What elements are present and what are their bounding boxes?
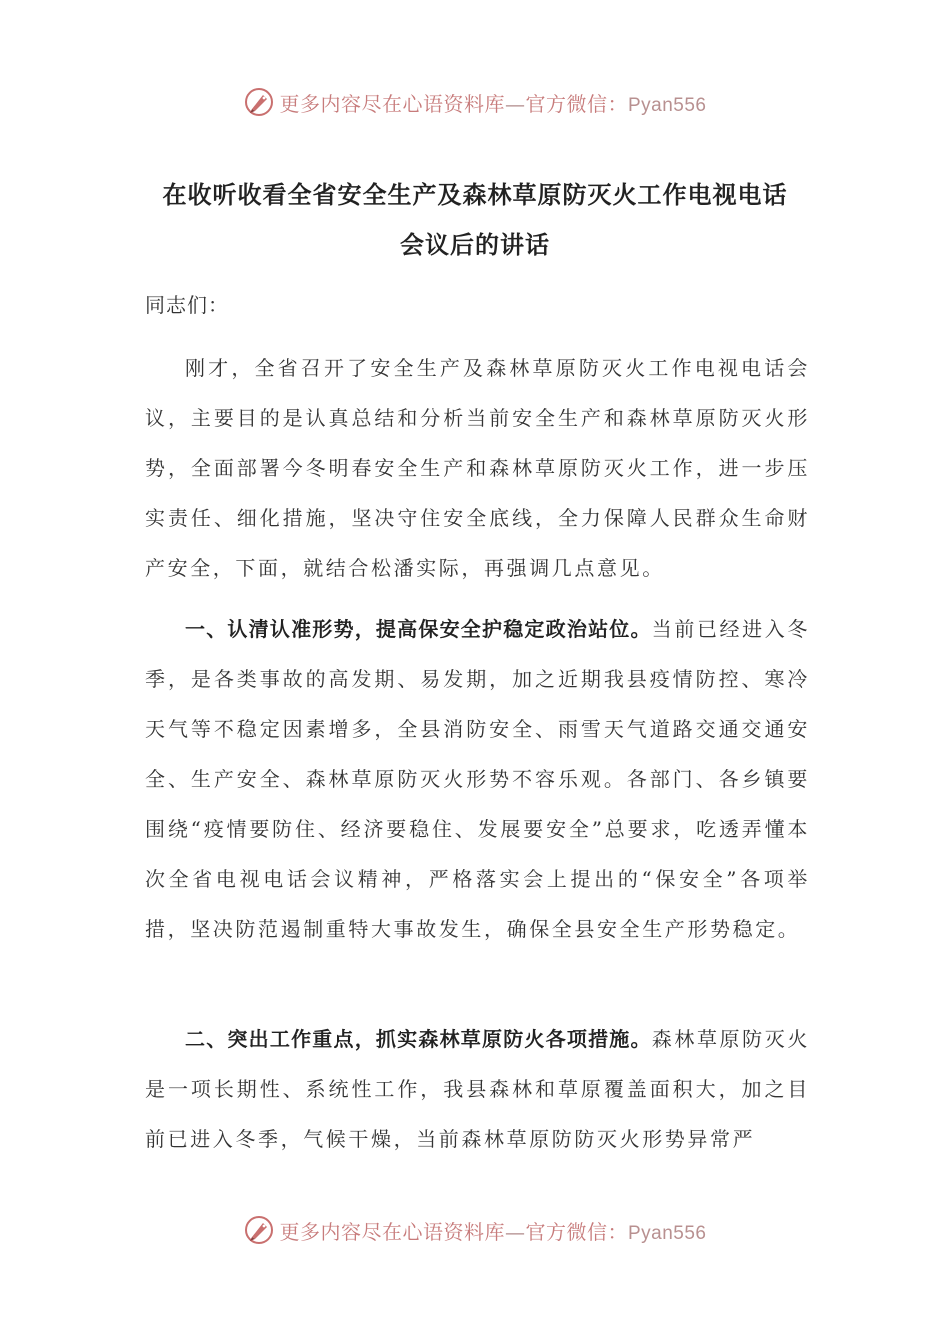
watermark-main-text: 更多内容尽在心语资料库 <box>279 91 505 116</box>
section1-body: 当前已经进入冬季，是各类事故的高发期、易发期，加之近期我县疫情防控、寒冷天气等不稳定因素增多，全县消防安全、雨雪天气道路交通交通安全、生产安全、森林草原防灭火形势不容乐观。各部门、各乡镇要围绕“疫情要防住、经济要稳住、发展要安全”总要求，吃透弄懂本次全省电视电话会议精神，严格落实会上提出的“保安全”各项举措，坚决防范遏制重特大事故发生，确保全县安全生产形势稳定。 <box>145 617 811 941</box>
watermark-banner-bottom <box>0 1210 950 1250</box>
watermark-wechat-id: Pyan556 <box>627 1222 707 1244</box>
watermark-wechat-id: Pyan556 <box>627 94 707 116</box>
watermark-wechat-label: 官方微信： <box>525 91 628 116</box>
watermark-banner-top <box>0 82 950 122</box>
document-title-line1: 在收听收看全省安全生产及森林草原防灭火工作电视电话 <box>162 181 788 209</box>
section2-heading: 二、突出工作重点，抓实森林草原防火各项措施。 <box>185 1027 652 1051</box>
watermark-separator: — <box>504 91 526 116</box>
watermark-main-text: 更多内容尽在心语资料库 <box>279 1219 505 1244</box>
section2-paragraph <box>145 1014 810 1164</box>
section2-body: 森林草原防灭火是一项长期性、系统性工作，我县森林和草原覆盖面积大，加之目前已进入冬季，气候干燥，当前森林草原防防灭火形势异常严 <box>145 1027 811 1151</box>
watermark-wechat-label: 官方微信： <box>525 1219 628 1244</box>
intro-paragraph: 刚才，全省召开了安全生产及森林草原防灭火工作电视电话会议，主要目的是认真总结和分析当前安全生产和森林草原防灭火形势，全面部署今冬明春安全生产和森林草原防灭火工作，进一步压实责任、细化措施，坚决守住安全底线，全力保障人民群众生命财产安全，下面，就结合松潘实际，再强调几点意见。 <box>145 356 810 580</box>
section1-paragraph <box>145 604 810 954</box>
pen-nib-logo-icon <box>243 86 275 118</box>
section1-heading: 一、认清认准形势，提高保安全护稳定政治站位。 <box>185 617 652 641</box>
watermark-text <box>279 88 706 117</box>
watermark-separator: — <box>504 1219 526 1244</box>
document-title-line2: 会议后的讲话 <box>400 231 550 259</box>
pen-nib-logo-icon <box>243 1214 275 1246</box>
greeting: 同志们： <box>145 293 229 317</box>
watermark-text <box>279 1216 706 1245</box>
